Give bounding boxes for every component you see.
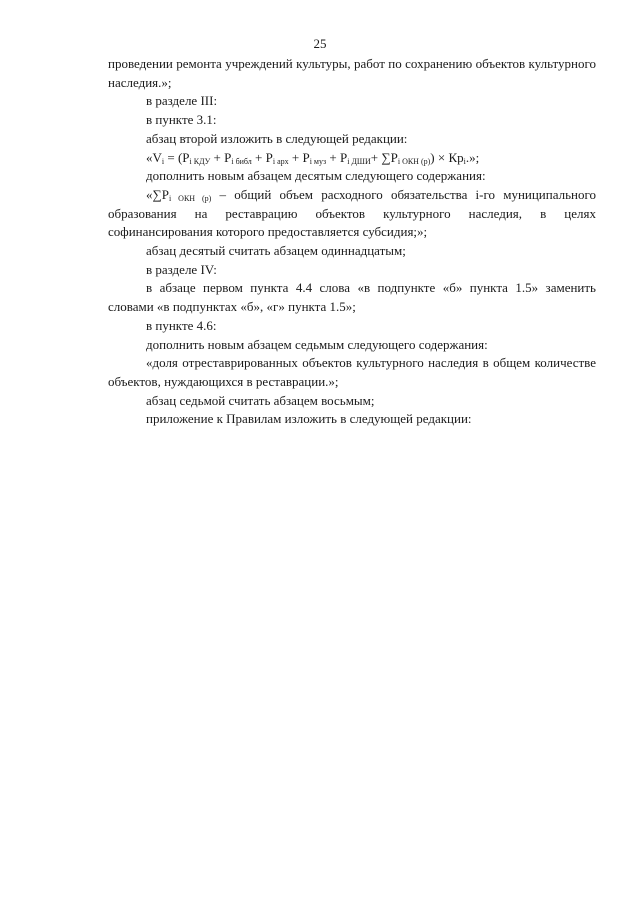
paragraph-add-seventh: дополнить новым абзацем седьмым следующего содержания: <box>146 336 488 352</box>
paragraph-section-3: в разделе III: <box>146 93 218 109</box>
paragraph-seventh-eighth: абзац седьмой считать абзацем восьмым; <box>146 392 375 408</box>
formula-sum-okn: «$\sum P_{i ОКН (р)}$ – общий объем расходного обязательства i-го муниципального образования на реставрацию объектов культурного наследия, в целях софинансирования которого предоставляется субсидия;»; <box>108 186 596 240</box>
paragraph-point-4-6: в пункте 4.6: <box>146 317 217 333</box>
paragraph-share-restored: «доля отреставрированных объектов культурного наследия в общем количестве объектов, нуждающихся в реставрации.»; <box>108 355 596 389</box>
document-body <box>108 55 596 429</box>
page-number: 25 <box>313 36 327 51</box>
paragraph-add-tenth: дополнить новым абзацем десятым следующего содержания: <box>146 168 486 184</box>
paragraph-continuation: проведении ремонта учреждений культуры, работ по сохранению объектов культурного наследия.»; <box>108 56 596 90</box>
paragraph-tenth-eleventh: абзац десятый считать абзацем одиннадцатым; <box>146 243 406 259</box>
paragraph-section-4: в разделе IV: <box>146 261 217 277</box>
paragraph-appendix: приложение к Правилам изложить в следующей редакции: <box>146 411 472 427</box>
paragraph-point-3-1: в пункте 3.1: <box>146 112 217 128</box>
paragraph-point-4-4: в абзаце первом пункта 4.4 слова «в подпункте «б» пункта 1.5» заменить словами «в подпунктах «б», «г» пункта 1.5»; <box>108 280 596 315</box>
formula-vi: «$V_i = (P_{i КДУ} + P_{i библ} + P_{i арх} + P_{i муз} + P_{i ДШИ}+ \sum P_{i ОКН (р)}) \times Кр_i$.»; <box>146 149 480 166</box>
paragraph-abzac-vtoroy: абзац второй изложить в следующей редакции: <box>146 130 408 146</box>
